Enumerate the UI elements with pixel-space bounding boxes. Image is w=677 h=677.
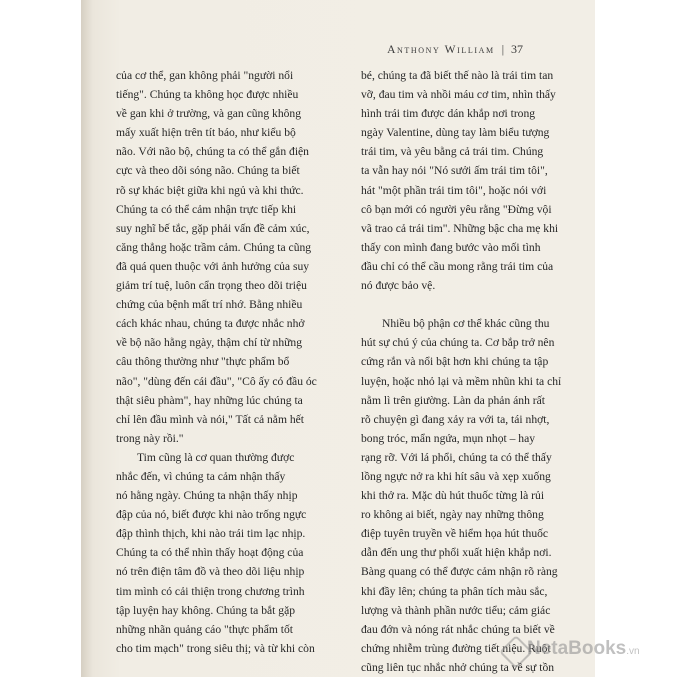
text-line: những nhãn quảng cáo "thực phẩm tốt <box>116 622 293 636</box>
text-line: cách khác nhau, chúng ta được nhắc nhở <box>116 317 305 331</box>
text-line: chỉ lên đầu mình và nói," Tất cả nằm hết <box>116 412 305 426</box>
text-line: cho tim mạch" trong siêu thị; và từ khi còn <box>116 641 315 655</box>
text-line: hút sự chú ý của chúng ta. Cơ bắp trở nên <box>361 336 555 350</box>
text-line: não. Với não bộ, chúng ta có thể gắn điện <box>116 145 309 159</box>
paragraph-heart <box>116 448 341 658</box>
text-line: cô bạn mới có người yêu rằng "Đừng vội <box>361 202 552 216</box>
text-line: thật siêu phàm", hay những lúc chúng ta <box>116 393 303 407</box>
text-line: thấy con mình đang bước vào mối tình <box>361 240 541 254</box>
text-line: Nhiều bộ phận cơ thể khác cũng thu <box>382 317 550 331</box>
text-line: cực và theo dõi sóng não. Chúng ta biết <box>116 164 300 178</box>
text-line: về gan khi ở trường, và gan cũng không <box>116 107 302 121</box>
text-line: rõ sự khác biệt giữa khi ngủ và khi thức. <box>116 183 304 197</box>
text-line: cứng rắn và nổi bật hơn khi chúng ta tập <box>361 355 549 369</box>
author-name: Anthony William <box>387 44 495 56</box>
text-line: trong này rồi." <box>116 431 184 445</box>
page-number: 37 <box>511 42 523 56</box>
text-line: nhắc đến, vì chúng ta cảm nhận thấy <box>116 469 286 483</box>
running-header <box>387 42 523 57</box>
text-line: đập thình thịch, khi nào trái tim lạc nhịp. <box>116 527 306 541</box>
right-column <box>361 66 583 677</box>
text-line: tiếng". Chúng ta không học được nhiều <box>116 88 299 102</box>
text-line: của cơ thể, gan không phải "người nổi <box>116 69 294 82</box>
text-line: luyện, hoặc nhỏ lại và mềm nhũn khi ta chỉ <box>361 374 562 388</box>
text-line: rõ chuyện gì đang xảy ra với ta, tái nhợt, <box>361 412 550 426</box>
text-line: Tim cũng là cơ quan thường được <box>137 450 295 464</box>
watermark-suffix: .vn <box>626 646 640 657</box>
paragraph-other-organs <box>361 314 583 677</box>
left-column <box>116 66 341 658</box>
text-line: nó trên điện tâm đồ và theo dõi liệu nhịp <box>116 565 305 579</box>
text-line: tập luyện hay không. Chúng ta bắt gặp <box>116 603 296 617</box>
text-line: đập của nó, biết được khi nào trống ngực <box>116 508 307 522</box>
paragraph-heart-continued <box>361 66 583 295</box>
text-line: câu thông thường như "thực phẩm bổ <box>116 355 290 369</box>
text-line: căng thẳng hoặc trầm cảm. Chúng ta cũng <box>116 240 312 254</box>
text-line: Chúng ta có thể cảm nhận trực tiếp khi <box>116 202 297 216</box>
text-line: ro không ai biết, ngày nay những thông <box>361 508 544 522</box>
watermark-brand: NetaBooks <box>527 638 627 659</box>
text-line: vỡ, đau tim và nhồi máu cơ tim, nhìn thấy <box>361 88 556 102</box>
text-line: bé, chúng ta đã biết thế nào là trái tim tan <box>361 69 554 82</box>
text-line: hát "một phần trái tim tôi", hoặc nói với <box>361 183 547 197</box>
text-line: lượng và thành phần nước tiểu; cảm giác <box>361 603 551 617</box>
paragraph-gap <box>361 295 583 314</box>
text-line: hình trái tim được dán khắp nơi trong <box>361 107 536 121</box>
text-line: Bàng quang có thể được cảm nhận rõ ràng <box>361 565 558 579</box>
text-line: tim mình có cải thiện trong chương trình <box>116 584 305 598</box>
text-line: vã trao cả trái tim". Những bậc cha mẹ khi <box>361 221 559 235</box>
text-line: chứng nhiễm trùng đường tiết niệu. Ruột <box>361 641 551 655</box>
text-line: nó hằng ngày. Chúng ta nhận thấy nhịp <box>116 489 298 503</box>
text-line: khi thở ra. Mặc dù hút thuốc từng là rủi <box>361 489 545 503</box>
text-line: đầu chỉ có thể cầu mong rằng trái tim của <box>361 259 554 273</box>
text-line: điệp tuyên truyền về hiểm họa hút thuốc <box>361 527 549 541</box>
watermark <box>501 638 640 660</box>
text-line: suy nghĩ bế tắc, gặp phải vấn đề cảm xúc, <box>116 221 310 235</box>
text-line: ta vẫn hay nói "Nó sưởi ấm trái tim tôi", <box>361 164 548 178</box>
text-line: chứng của bệnh mất trí nhớ. Bằng nhiều <box>116 298 303 312</box>
text-line: ngày Valentine, dùng tay làm biểu tượng <box>361 126 550 140</box>
paragraph-liver-brain <box>116 66 341 448</box>
text-line: nó được bảo vệ. <box>361 279 436 293</box>
header-separator: | <box>501 44 504 56</box>
book-page <box>81 0 640 677</box>
text-line: lồng ngực nở ra khi hít sâu và xẹp xuống <box>361 469 551 483</box>
text-line: về bộ não hằng ngày, thậm chí từ những <box>116 336 303 350</box>
text-line: dẫn đến ung thư phổi xuất hiện khắp nơi. <box>361 546 552 560</box>
text-line: não", "dùng đến cái đầu", "Cô ấy có đầu óc <box>116 374 317 388</box>
text-line: trái tim, và yêu bằng cả trái tim. Chúng <box>361 145 544 159</box>
text-line: nằm lì trên giường. Làn da phản ánh rất <box>361 393 546 407</box>
text-line: cũng liên tục nhắc nhở chúng ta về sự tồn <box>361 660 555 674</box>
text-line: rạng rỡ. Với lá phổi, chúng ta có thể thấy <box>361 450 552 464</box>
text-line: bong tróc, mẩn ngứa, mụn nhọt – hay <box>361 431 536 445</box>
text-line: Chúng ta có thể nhìn thấy hoạt động của <box>116 546 304 560</box>
text-line: đã quá quen thuộc với ảnh hưởng của suy <box>116 259 310 273</box>
text-line: khi đầy lên; chúng ta phân tích màu sắc, <box>361 584 548 598</box>
text-line: mấy xuất hiện trên tít báo, như kiểu bộ <box>116 126 296 140</box>
text-line: đau đớn và nóng rát nhắc chúng ta biết về <box>361 622 555 636</box>
text-line: giảm trí tuệ, luôn cẩn trọng theo dõi triệu <box>116 279 307 293</box>
